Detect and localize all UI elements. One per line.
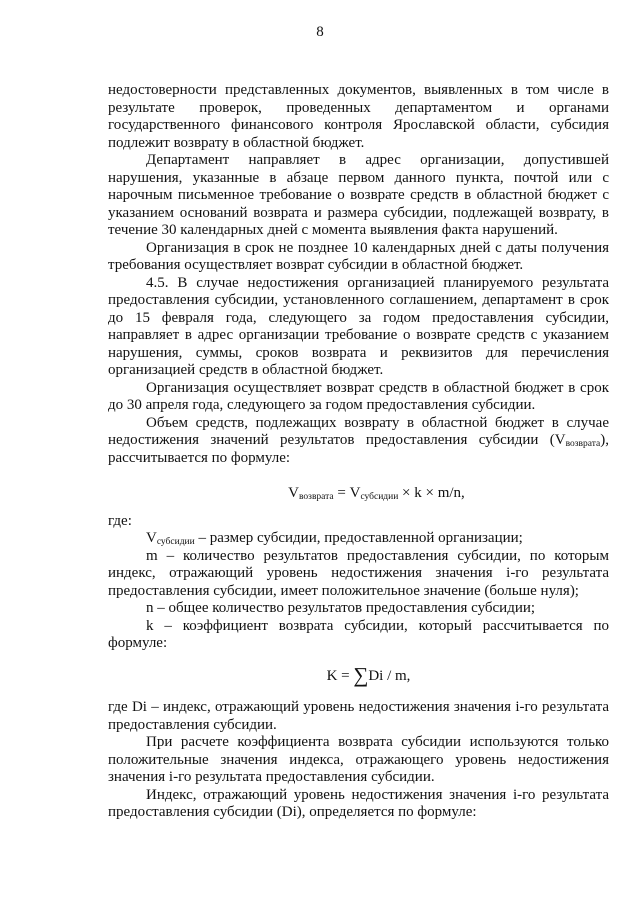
formula1-sub1: возврата [299,492,334,502]
def-v-subscript: субсидии [156,537,195,547]
formula2-left: K = [326,667,354,684]
sum-symbol: ∑ [353,662,369,687]
def-v-text: – размер субсидии, предоставленной организации; [194,530,523,546]
paragraph-2: Департамент направляет в адрес организации, допустившей нарушения, указанные в абзаце первом данного пункта, почтой или с нарочным письменное требование о возврате средств в областной бюджет с указанием оснований возврата и размера субсидии, подлежащей возврату, в течение 30 календарных дней с момента выявления факта нарушений. [108,152,609,238]
formula1-v: V [288,485,300,501]
paragraph-7: При расчете коэффициента возврата субсидии используются только положительные значения индекса, отражающего уровень недостижения значения i-го результата предоставления субсидии. [108,734,609,785]
page-number: 8 [316,24,324,40]
paragraph-6-subscript: возврата [565,439,601,449]
paragraph-5: Организация осуществляет возврат средств в областной бюджет в срок до 30 апреля года, следующего за годом предоставления субсидии. [108,379,609,413]
paragraph-1: недостоверности представленных документов, выявленных в том числе в результате проверок, проведенных департаментом и органами государственного финансового контроля Ярославской области, субсидия подлежит возврату в областной бюджет. [108,82,609,151]
paragraph-4-5: 4.5. В случае недостижения организацией планируемого результата предоставления субсидии, установленного соглашением, департамент в срок до 15 февраля года, следующего за годом предоставления субсидии, направляет в адрес организации требование о возврате средств с указанием нарушения, суммы, сроков возврата и реквизитов для перечисления организацией средств в областной бюджет. [108,274,609,378]
formula-v-vozvrata [108,485,609,503]
definition-m: m – количество результатов предоставления субсидии, по которым индекс, отражающий уровень недостижения значения i-го результата предоставления субсидии, имеет положительное значение (больше нуля); [108,547,609,599]
formula1-rest: × k × m/n, [398,485,465,501]
definition-k: k – коэффициент возврата субсидии, который рассчитывается по формуле: [108,617,609,651]
document-body [108,82,609,822]
paragraph-3: Организация в срок не позднее 10 календарных дней с даты получения требования осуществляет возврат субсидии в областной бюджет. [108,239,609,273]
paragraph-6-end: ), рассчитывается по формуле: [108,432,609,466]
where-label: где: [108,512,132,529]
paragraph-6 [108,415,609,468]
definition-di: где Di – индекс, отражающий уровень недостижения значения i-го результата предоставления субсидии. [108,699,609,733]
paragraph-6-text: Объем средств, подлежащих возврату в областной бюджет в случае недостижения значений результатов предоставления субсидии (V [108,414,609,448]
definition-v-subsidii [108,530,609,548]
definition-n: n – общее количество результатов предоставления субсидии; [146,600,536,616]
formula1-eq: = V [333,485,361,501]
def-v-letter: V [146,530,157,546]
formula-k [108,662,609,687]
paragraph-8: Индекс, отражающий уровень недостижения значения i-го результата предоставления субсидии (Di), определяется по формуле: [108,786,609,820]
formula2-right: Di / m, [368,667,411,684]
formula1-sub2: субсидии [360,492,399,502]
